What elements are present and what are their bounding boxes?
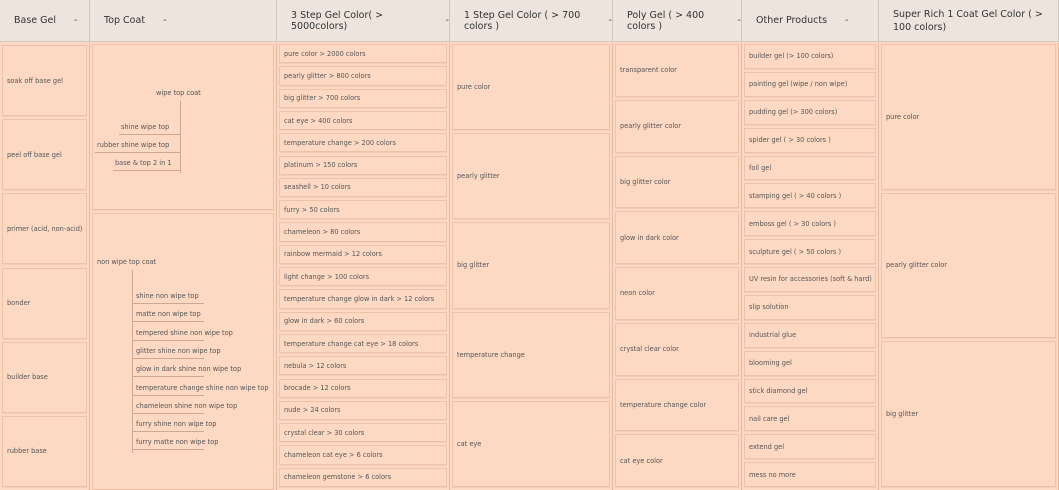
column-base-gel <box>0 43 90 490</box>
header-label: Super Rich 1 Coat Gel Color ( > 100 colors) <box>893 8 1043 33</box>
top-coat-item[interactable]: glow in dark shine non wipe top <box>136 365 242 374</box>
top-coat-item[interactable]: shine wipe top <box>121 123 170 131</box>
other-product-item[interactable]: slip solution <box>744 295 876 320</box>
other-product-item[interactable]: spider gel ( > 30 colors ) <box>744 128 876 153</box>
other-product-item[interactable]: painting gel (wipe / non wipe) <box>744 72 876 97</box>
three-step-item[interactable]: nebula > 12 colors <box>279 356 447 375</box>
other-product-item[interactable]: sculpture gel ( > 50 colors ) <box>744 239 876 264</box>
one-step-item[interactable]: big glitter <box>452 222 610 308</box>
other-product-item[interactable]: emboss gel ( > 30 colors ) <box>744 211 876 236</box>
three-step-item[interactable]: temperature change > 200 colors <box>279 133 447 152</box>
item-underline <box>132 340 204 341</box>
item-underline <box>132 413 204 414</box>
column-super-rich-gel-color <box>879 43 1059 490</box>
item-underline <box>132 358 204 359</box>
one-step-item[interactable]: pure color <box>452 44 610 130</box>
column-1-step-gel-color <box>450 43 613 490</box>
three-step-item[interactable]: glow in dark > 60 colors <box>279 312 447 331</box>
tree-line <box>180 101 181 173</box>
poly-gel-item[interactable]: temperature change color <box>615 379 739 432</box>
item-underline <box>132 431 204 432</box>
tree-line <box>132 270 133 453</box>
item-underline <box>95 152 180 153</box>
top-coat-item[interactable]: base & top 2 in 1 <box>115 159 172 167</box>
base-gel-item[interactable]: primer (acid, non-acid) <box>2 193 87 264</box>
other-product-item[interactable]: foil gel <box>744 156 876 181</box>
base-gel-item[interactable]: bonder <box>2 268 87 339</box>
three-step-item[interactable]: pure color > 2000 colors <box>279 44 447 63</box>
top-coat-item[interactable]: glitter shine non wipe top <box>136 346 221 355</box>
item-underline <box>132 321 204 322</box>
column-3-step-gel-color <box>277 43 450 490</box>
header-label: 3 Step Gel Color( > 5000colors) <box>291 9 384 32</box>
column-poly-gel <box>613 43 742 490</box>
base-gel-item[interactable]: peel off base gel <box>2 119 87 190</box>
three-step-item[interactable]: rainbow mermaid > 12 colors <box>279 245 447 264</box>
header-base-gel[interactable] <box>0 0 90 42</box>
poly-gel-item[interactable]: glow in dark color <box>615 211 739 264</box>
three-step-item[interactable]: platinum > 150 colors <box>279 156 447 175</box>
three-step-item[interactable]: chameleon cat eye > 6 colors <box>279 445 447 464</box>
top-coat-group-title[interactable]: non wipe top coat <box>97 258 157 266</box>
item-underline <box>132 449 204 450</box>
top-coat-item[interactable]: furry matte non wipe top <box>136 438 219 447</box>
column-other-products <box>742 43 879 490</box>
three-step-item[interactable]: seashell > 10 colors <box>279 178 447 197</box>
top-coat-item[interactable]: tempered shine non wipe top <box>136 328 233 337</box>
top-coat-item[interactable]: furry shine non wipe top <box>136 420 217 429</box>
top-coat-item[interactable]: rubber shine wipe top <box>97 141 170 149</box>
three-step-item[interactable]: chameleon > 80 colors <box>279 222 447 241</box>
three-step-item[interactable]: furry > 50 colors <box>279 200 447 219</box>
header-other-products[interactable] <box>742 0 879 42</box>
column-top-coat <box>90 43 277 490</box>
three-step-item[interactable]: big glitter > 700 colors <box>279 89 447 108</box>
three-step-item[interactable]: pearly glitter > 800 colors <box>279 66 447 85</box>
super-rich-item[interactable]: pure color <box>881 44 1056 190</box>
header-label: Other Products <box>756 15 828 26</box>
header-top-coat[interactable] <box>90 0 277 42</box>
collapse-icon[interactable]: - <box>845 15 849 26</box>
three-step-item[interactable]: brocade > 12 colors <box>279 379 447 398</box>
three-step-item[interactable]: nude > 24 colors <box>279 401 447 420</box>
base-gel-item[interactable]: builder base <box>2 342 87 413</box>
collapse-icon[interactable]: - <box>737 15 741 26</box>
top-coat-item[interactable]: shine non wipe top <box>136 292 199 300</box>
other-product-item[interactable]: extend gel <box>744 434 876 459</box>
header-3-step-gel-color[interactable] <box>277 0 450 42</box>
poly-gel-item[interactable]: neon color <box>615 267 739 320</box>
other-product-item[interactable]: builder gel (> 100 colors) <box>744 44 876 69</box>
one-step-item[interactable]: pearly glitter <box>452 133 610 219</box>
item-underline <box>113 170 180 171</box>
header-super-rich-gel-color[interactable] <box>879 0 1059 42</box>
other-product-item[interactable]: stick diamond gel <box>744 379 876 404</box>
poly-gel-item[interactable]: crystal clear color <box>615 323 739 376</box>
item-underline <box>132 395 204 396</box>
three-step-item[interactable]: chameleon gemstone > 6 colors <box>279 468 447 487</box>
header-label: 1 Step Gel Color ( > 700 colors ) <box>464 9 581 32</box>
other-product-item[interactable]: industrial glue <box>744 323 876 348</box>
header-label: Top Coat <box>104 15 146 26</box>
poly-gel-item[interactable]: big glitter color <box>615 156 739 209</box>
top-coat-item[interactable]: chameleon shine non wipe top <box>136 401 238 410</box>
base-gel-item[interactable]: soak off base gel <box>2 45 87 116</box>
top-coat-group-wipe <box>92 44 274 210</box>
base-gel-item[interactable]: rubber base <box>2 416 87 487</box>
super-rich-item[interactable]: big glitter <box>881 341 1056 487</box>
one-step-item[interactable]: temperature change <box>452 312 610 398</box>
item-underline <box>119 134 180 135</box>
collapse-icon[interactable]: - <box>608 15 612 26</box>
three-step-item[interactable]: temperature change glow in dark > 12 colors <box>279 289 447 308</box>
three-step-item[interactable]: cat eye > 400 colors <box>279 111 447 130</box>
item-underline <box>132 376 204 377</box>
poly-gel-item[interactable]: pearly glitter color <box>615 100 739 153</box>
three-step-item[interactable]: light change > 100 colors <box>279 267 447 286</box>
header-label: Base Gel <box>14 15 56 26</box>
other-product-item[interactable]: stamping gel ( > 40 colors ) <box>744 183 876 208</box>
collapse-icon[interactable]: - <box>74 15 78 26</box>
header-poly-gel[interactable] <box>613 0 742 42</box>
poly-gel-item[interactable]: transparent color <box>615 44 739 97</box>
super-rich-item[interactable]: pearly glitter color <box>881 193 1056 339</box>
other-product-item[interactable]: nail care gel <box>744 406 876 431</box>
collapse-icon[interactable]: - <box>163 15 167 26</box>
top-coat-item[interactable]: temperature change shine non wipe top <box>136 383 269 392</box>
other-product-item[interactable]: UV resin for accessories (soft & hard) <box>744 267 876 292</box>
collapse-icon[interactable]: - <box>445 15 449 26</box>
header-1-step-gel-color[interactable] <box>450 0 613 42</box>
poly-gel-item[interactable]: cat eye color <box>615 434 739 487</box>
three-step-item[interactable]: temperature change cat eye > 18 colors <box>279 334 447 353</box>
top-coat-item[interactable]: matte non wipe top <box>136 310 201 319</box>
header-label: Poly Gel ( > 400 colors ) <box>627 9 705 32</box>
other-product-item[interactable]: pudding gel (> 300 colors) <box>744 100 876 125</box>
other-product-item[interactable]: mess no more <box>744 462 876 487</box>
item-underline <box>132 303 204 304</box>
top-coat-group-non_wipe <box>92 213 274 490</box>
one-step-item[interactable]: cat eye <box>452 401 610 487</box>
three-step-item[interactable]: crystal clear > 30 colors <box>279 423 447 442</box>
other-product-item[interactable]: blooming gel <box>744 351 876 376</box>
top-coat-group-title[interactable]: wipe top coat <box>156 89 201 97</box>
